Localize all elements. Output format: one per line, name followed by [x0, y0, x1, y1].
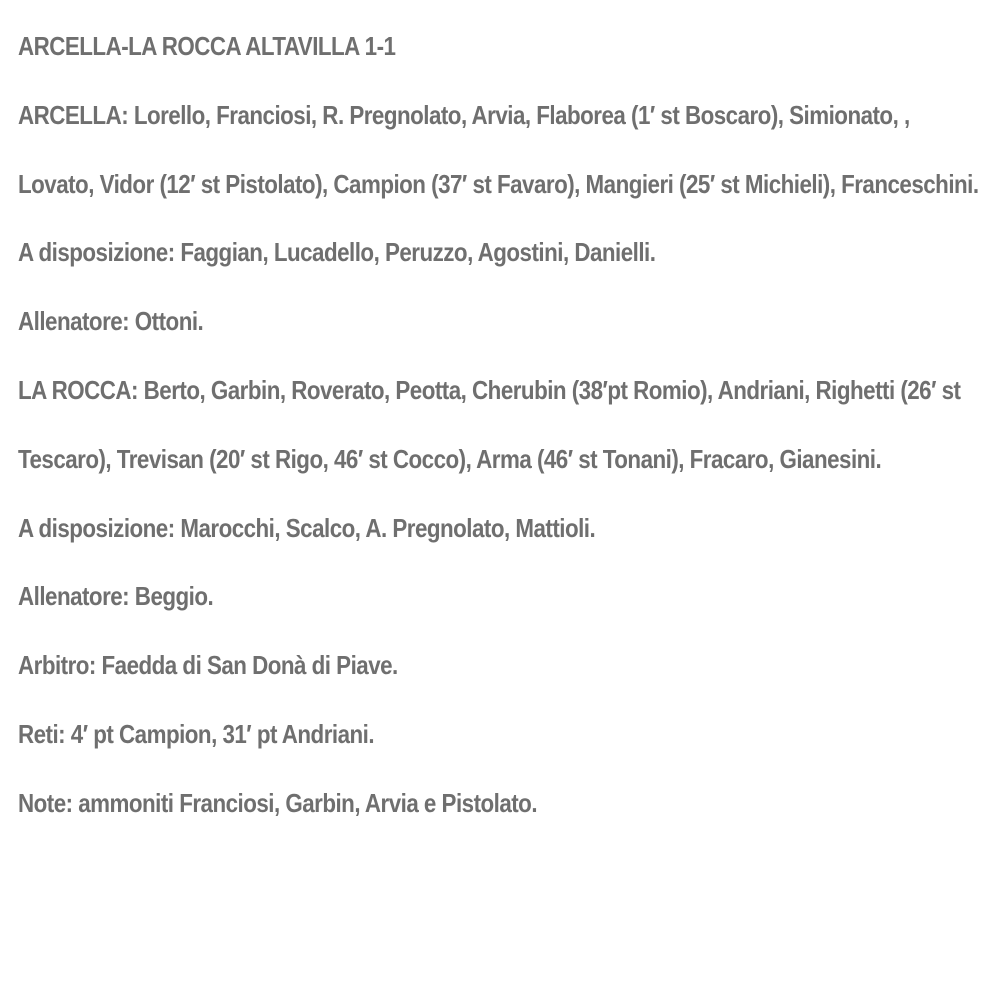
away-coach: Allenatore: Beggio.: [18, 581, 214, 612]
home-bench: A disposizione: Faggian, Lucadello, Peruzzo, Agostini, Danielli.: [18, 237, 656, 268]
notes: Note: ammoniti Franciosi, Garbin, Arvia e Pistolato.: [18, 787, 538, 818]
away-lineup: LA ROCCA: Berto, Garbin, Roverato, Peotta, Cherubin (38′pt Romio), Andriani, Righetti (26′ st Tescaro), Trevisan (20′ st Rigo, 46′ st Cocco), Arma (46′ st Tonani), Fracaro, Gianesini.: [18, 374, 961, 474]
referee: Arbitro: Faedda di San Donà di Piave.: [18, 650, 398, 681]
match-report: [18, 12, 986, 838]
away-bench: A disposizione: Marocchi, Scalco, A. Pregnolato, Mattioli.: [18, 512, 596, 543]
match-title: ARCELLA-LA ROCCA ALTAVILLA 1-1: [18, 31, 396, 61]
goals: Reti: 4′ pt Campion, 31′ pt Andriani.: [18, 718, 375, 749]
home-coach: Allenatore: Ottoni.: [18, 306, 204, 337]
home-lineup: ARCELLA: Lorello, Franciosi, R. Pregnolato, Arvia, Flaborea (1′ st Boscaro), Simionato, , Lovato, Vidor (12′ st Pistolato), Campion (37′ st Favaro), Mangieri (25′ st Michieli), Franceschini.: [18, 99, 979, 199]
